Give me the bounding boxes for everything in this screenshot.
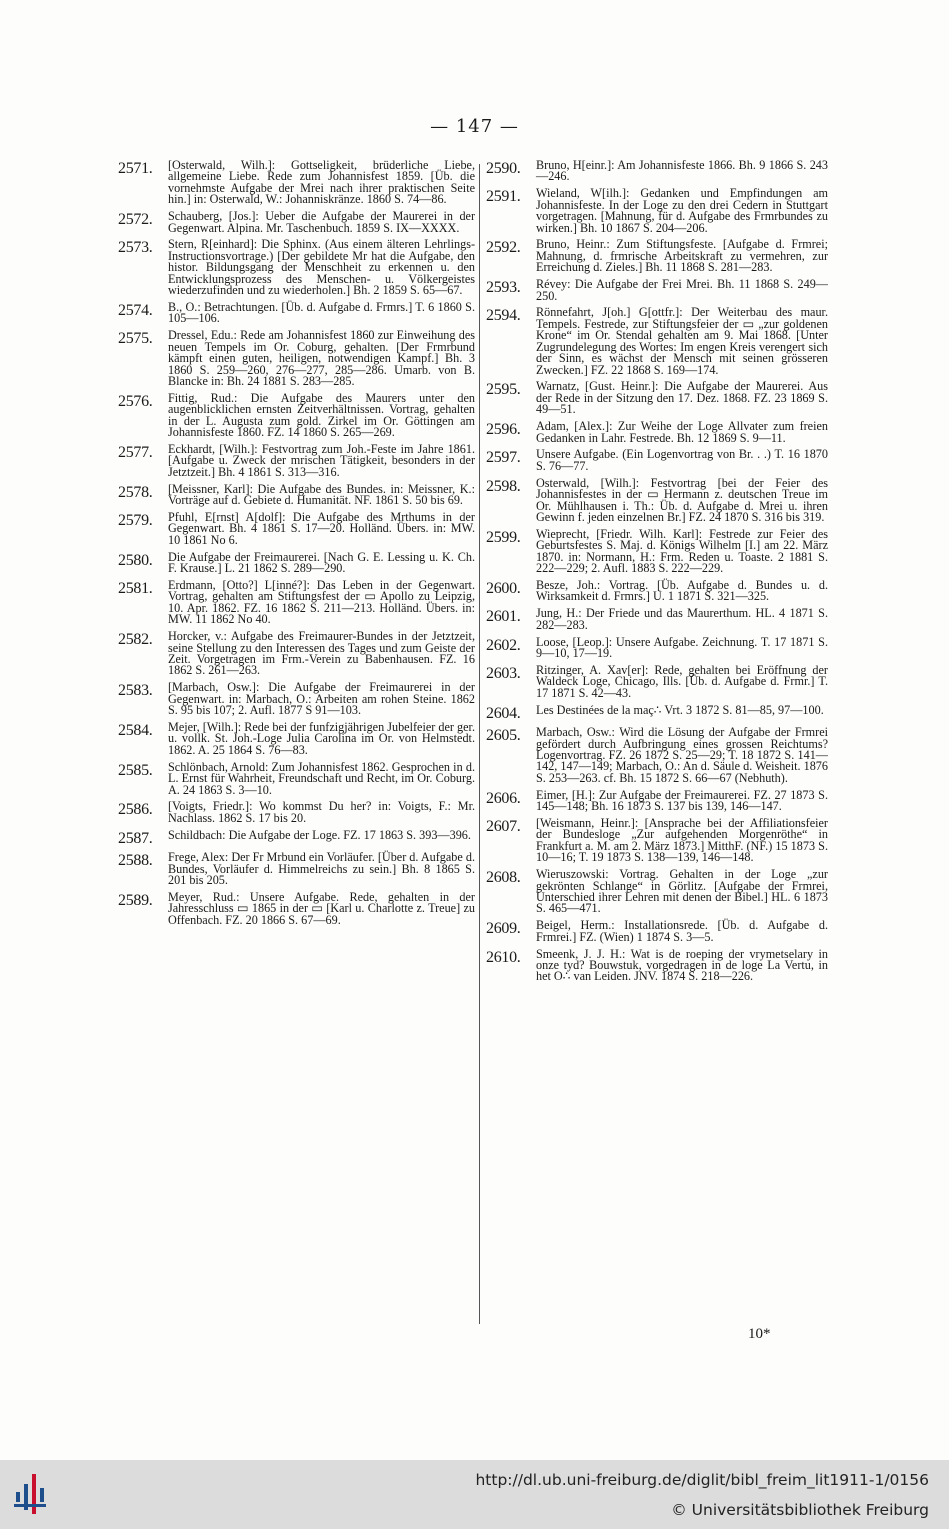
entry-text: Frege, Alex: Der Fr Mrbund ein Vorläufer. [Über d. Aufgabe d. Bundes, Vorläufer d. Himmelreichs zu sein.] Bh. 8 1865 S. 201 bis 205. xyxy=(168,850,475,888)
entry-number: 2585. xyxy=(118,761,153,779)
bibliography-entry xyxy=(486,475,828,524)
entry-text: Schildbach: Die Aufgabe der Loge. FZ. 17 1863 S. 393—396. xyxy=(168,827,471,842)
bibliography-entry xyxy=(118,631,475,677)
entry-text: Unsere Aufgabe. (Ein Logenvortrag von Br. . .) T. 16 1870 S. 76—77. xyxy=(536,447,828,473)
bibliography-entry xyxy=(486,421,828,444)
bibliography-entry xyxy=(486,608,828,631)
entry-number: 2592. xyxy=(486,239,521,257)
entry-text: Ritzinger, A. Xav[er]: Rede, gehalten bei Eröffnung der Waldeck Loge, Chicago, Ills. [Üb. d. Aufgabe d. Frmr.] T. 17 1871 S. 42—43. xyxy=(536,662,828,700)
bibliography-entry xyxy=(486,727,828,784)
entry-text: [Weismann, Heinr.]: [Ansprache bei der Affiliationsfeier der Bundesloge „Zur aufgehenden Morgenröthe“ in Frankfurt a. M. am 2. März 1873.] MitthF. (NF.) 15 1873 S. 10—16; T. 19 1873 S. 138—139, 146—148. xyxy=(536,816,828,865)
bibliography-entry xyxy=(118,481,475,508)
entry-text: [Meissner, Karl]: Die Aufgabe des Bundes. in: Meissner, K.: Vorträge auf d. Gebiete d. Humanität. NF. 1861 S. 50 bis 69. xyxy=(168,481,475,508)
entry-number: 2595. xyxy=(486,381,521,399)
entry-number: 2605. xyxy=(486,727,521,745)
bibliography-entry xyxy=(118,801,475,824)
entry-text: Besze, Joh.: Vortrag. [Üb. Aufgabe d. Bundes u. d. Wirksamkeit d. Frmrs.] U. 1 1871 S. 321—325. xyxy=(536,578,828,604)
entry-number: 2602. xyxy=(486,636,521,654)
entry-number: 2576. xyxy=(118,392,153,410)
entry-number: 2609. xyxy=(486,920,521,938)
copyright-text: © Universitätsbibliothek Freiburg xyxy=(671,1501,929,1519)
bibliography-entry xyxy=(486,381,828,415)
entry-text: Adam, [Alex.]: Zur Weihe der Loge Allvater zum freien Gedanken in Lahr. Festrede. Bh. 12 1869 S. 9—11. xyxy=(536,419,828,445)
entry-text: Eckhardt, [Wilh.]: Festvortrag zum Joh.-Feste im Jahre 1861. [Aufgabe u. Zweck der mrischen Tätigkeit, besonders in der Jetztzeit.] Bh. 4 1861 S. 313—316. xyxy=(168,441,475,479)
bibliography-entry xyxy=(486,239,828,273)
bibliography-entry xyxy=(486,526,828,576)
entry-number: 2579. xyxy=(118,511,153,529)
bibliography-entry xyxy=(486,787,828,814)
entry-text: Horcker, v.: Aufgabe des Freimaurer-Bundes in der Jetztzeit, seine Stellung zu den Interessen des Tages und zum Geiste der Zeit. Vorgetragen im Frm.-Verein zu Babenhausen. FZ. 16 1862 S. 261—263. xyxy=(168,629,475,678)
entry-text: [Voigts, Friedr.]: Wo kommst Du her? in: Voigts, F.: Mr. Nachlass. 1862 S. 17 bis 20. xyxy=(168,799,475,825)
entry-text: Révey: Die Aufgabe der Frei Mrei. Bh. 11 1868 S. 249—250. xyxy=(536,277,828,303)
document-url-link[interactable]: http://dl.ub.uni-freiburg.de/diglit/bibl_freim_lit1911-1/0156 xyxy=(475,1471,929,1489)
right-column xyxy=(486,160,828,988)
entry-number: 2589. xyxy=(118,891,153,909)
entry-text: Pfuhl, E[rnst] A[dolf]: Die Aufgabe des Mrthums in der Gegenwart. Bh. 4 1861 S. 17—20. Holländ. Übers. in: MW. 10 1861 No 6. xyxy=(168,509,475,547)
entry-text: Schlönbach, Arnold: Zum Johannisfest 1862. Gesprochen in d. L. Ernst für Wahrheit, Freundschaft und Recht, im Or. Coburg. A. 24 1863 S. 3—10. xyxy=(168,759,475,797)
entry-number: 2581. xyxy=(118,580,153,597)
bibliography-entry xyxy=(486,634,828,661)
entry-number: 2606. xyxy=(486,789,521,807)
entry-number: 2577. xyxy=(118,443,153,461)
bibliography-entry xyxy=(486,818,828,864)
entry-number: 2596. xyxy=(486,421,521,439)
entry-number: 2593. xyxy=(486,279,521,297)
bibliography-entry xyxy=(486,188,828,234)
bibliography-entry xyxy=(118,549,475,576)
bibliography-entry xyxy=(486,946,828,984)
footer-bar xyxy=(0,1460,949,1529)
entry-number: 2603. xyxy=(486,664,521,682)
entry-number: 2574. xyxy=(118,301,153,319)
bibliography-entry xyxy=(486,160,828,183)
entry-number: 2591. xyxy=(486,188,521,206)
page-number: — 147 — xyxy=(430,116,519,137)
entry-text: Warnatz, [Gust. Heinr.]: Die Aufgabe der Maurerei. Aus der Rede in der Sitzung den 17. Dez. 1868. FZ. 23 1869 S. 49—51. xyxy=(536,379,828,417)
entry-number: 2598. xyxy=(486,477,521,495)
entry-text: Eimer, [H.]: Zur Aufgabe der Freimaurerei. FZ. 27 1873 S. 145—148; Bh. 16 1873 S. 137 bis 139, 146—147. xyxy=(536,787,828,814)
bibliography-entry xyxy=(118,719,475,757)
entry-text: Rönnefahrt, J[oh.] G[ottfr.]: Der Weiterbau des maur. Tempels. Festrede, zur Stiftungsfeier der ▭ „zur goldenen Krone“ im Or. Stendal gehalten am 9. Mai 1868. [Unter Zugrundelegung des Wortes: Im engen Kreis verengert sich der Sinn, es wächst der Mensch mit seinen grösseren Zwecken.] FZ. 22 1868 S. 169—174. xyxy=(536,305,828,377)
bibliography-entry xyxy=(486,920,828,943)
entry-text: Wieland, W[ilh.]: Gedanken und Empfindungen am Johannisfeste. In der Loge zu den drei Cedern in Stuttgart vorgetragen. [Mahnung, für d. Aufgabe des Frmrbundes zu wirken.] Bh. 10 1867 S. 204—206. xyxy=(536,186,828,235)
entry-text: Dressel, Edu.: Rede am Johannisfest 1860 zur Einweihung des neuen Tempels im Or. Coburg, gehalten. [Der Frmrbund kämpft einen guten, heiligen, notwendigen Kampf.] Bh. 3 1860 S. 259—260, 276—277, 285—286. Umarb. von B. Blancke in: Bh. 24 1881 S. 283—285. xyxy=(168,328,475,388)
entry-number: 2583. xyxy=(118,682,153,700)
entry-text: Bruno, Heinr.: Zum Stiftungsfeste. [Aufgabe d. Frmrei; Mahnung, d. frmrische Arbeitskraft zu vermehren, zur Erreichung d. Zieles.] Bh. 11 1868 S. 281—283. xyxy=(536,237,828,275)
entry-text: Erdmann, [Otto?] L[inné?]: Das Leben in der Gegenwart. Vortrag, gehalten am Stiftungsfest der ▭ Apollo zu Leipzig, 10. Apr. 1862. FZ. 16 1862 S. 211—213. Holländ. Übers. in: MW. 11 1862 No 40. xyxy=(168,578,475,627)
entry-number: 2608. xyxy=(486,869,521,887)
bibliography-entry xyxy=(118,211,475,234)
entry-text: Jung, H.: Der Friede und das Maurerthum. HL. 4 1871 S. 282—283. xyxy=(536,606,828,632)
bibliography-entry xyxy=(118,239,475,296)
bibliography-entry xyxy=(118,330,475,387)
ub-freiburg-logo-icon[interactable] xyxy=(14,1470,46,1518)
left-column xyxy=(118,160,475,932)
bibliography-entry xyxy=(486,580,828,603)
entry-number: 2582. xyxy=(118,631,153,649)
entry-text: [Marbach, Osw.]: Die Aufgabe der Freimaurerei in der Gegenwart. in: Marbach, O.: Arbeiten am rohen Steine. 1862 S. 95 bis 107; 2. Aufl. 1877 S 91—103. xyxy=(168,680,475,718)
entry-text: Marbach, Osw.: Wird die Lösung der Aufgabe der Frmrei gefördert durch Aufbringung eines grossen Reichtums? Logenvortrag. FZ. 26 1872 S. 25—29; T. 18 1872 S. 141—142, 147—149; Marbach, O.: An d. Säule d. Weisheit. 1876 S. 253—263. cf. Bh. 15 1872 S. 66—67 (Nebhuth). xyxy=(536,725,828,785)
entry-text: Osterwald, [Wilh.]: Festvortrag [bei der Feier des Johannisfestes in der ▭ Hermann z. deutschen Treue im Or. Mühlhausen i. Th.: Üb. d. Aufgabe d. Mrei u. ihren Gewinn f. jeden einzelnen Br.] FZ. 24 1870 S. 316 bis 319. xyxy=(536,475,828,524)
entry-number: 2586. xyxy=(118,801,153,819)
column-divider xyxy=(479,164,480,1324)
entry-text: Wieprecht, [Friedr. Wilh. Karl]: Festrede zur Feier des Geburtsfestes S. Maj. d. Königs Wilhelm [I.] am 22. März 1870. in: Normann, H.: Frm. Reden u. Toaste. 2 1881 S. 222—229; 2. Aufl. 1883 S. 222—229. xyxy=(536,526,828,576)
bibliography-entry xyxy=(118,889,475,927)
entry-text: Die Aufgabe der Freimaurerei. [Nach G. E. Lessing u. K. Ch. F. Krause.] L. 21 1862 S. 289—290. xyxy=(168,549,475,576)
entry-text: Wieruszowski: Vortrag. Gehalten in der Loge „zur gekrönten Schlange“ in Görlitz. [Aufgabe der Frmrei, Unterschied ihrer Lehren mit denen der Bibel.] HL. 6 1873 S. 465—471. xyxy=(536,867,828,916)
bibliography-entry xyxy=(118,580,475,626)
entry-text: [Osterwald, Wilh.]: Gottseligkeit, brüderliche Liebe, allgemeine Liebe. Rede zum Johannisfest 1859. [Üb. die vornehmste Aufgabe der Mrei nach ihrer praktischen Seite hin.] in: Osterwald, W.: Johanniskränze. 1860 S. 74—86. xyxy=(168,158,475,207)
entry-text: B., O.: Betrachtungen. [Üb. d. Aufgabe d. Frmrs.] T. 6 1860 S. 105—106. xyxy=(168,299,475,326)
entry-number: 2607. xyxy=(486,818,521,835)
entry-text: Fittig, Rud.: Die Aufgabe des Maurers unter den augenblicklichen ernsten Zeitverhältnissen. Vortrag, gehalten in der L. Augusta zum gold. Zirkel im Or. Göttingen am Johannisfeste 1860. FZ. 14 1860 S. 265—269. xyxy=(168,390,475,440)
bibliography-entry xyxy=(118,299,475,326)
bibliography-entry xyxy=(118,509,475,547)
bibliography-entry xyxy=(486,279,828,302)
bibliography-entry xyxy=(486,449,828,472)
entry-number: 2587. xyxy=(118,829,153,847)
entry-text: Bruno, H[einr.]: Am Johannisfeste 1866. Bh. 9 1866 S. 243—246. xyxy=(536,158,828,184)
entry-number: 2571. xyxy=(118,160,153,177)
entry-text: Mejer, [Wilh.]: Rede bei der funfzigjährigen Jubelfeier der ger. u. vollk. St. Joh.-Loge Julia Carolina im Or. von Helmstedt. 1862. A. 25 1864 S. 76—83. xyxy=(168,719,475,757)
entry-text: Loose, [Leop.]: Unsere Aufgabe. Zeichnung. T. 17 1871 S. 9—10, 17—19. xyxy=(536,634,828,661)
entry-number: 2578. xyxy=(118,483,153,501)
entry-text: Les Destinées de la maç∴ Vrt. 3 1872 S. 81—85, 97—100. xyxy=(536,702,824,717)
bibliography-entry xyxy=(118,160,475,206)
bibliography-entry xyxy=(118,390,475,440)
entry-number: 2572. xyxy=(118,211,153,229)
entry-text: Meyer, Rud.: Unsere Aufgabe. Rede, gehalten in der Jahresschluss ▭ 1865 in der ▭ [Karl u. Charlotte z. Treue] zu Offenbach. FZ. 20 1866 S. 67—69. xyxy=(168,889,475,927)
bibliography-entry xyxy=(486,869,828,915)
entry-text: Smeenk, J. J. H.: Wat is de roeping der vrymetselary in onze tyd? Bouwstuk, vorgedragen in de loge La Vertu, in het O∴ van Leiden. JNV. 1874 S. 218—226. xyxy=(536,946,828,984)
entry-number: 2575. xyxy=(118,330,153,348)
bibliography-entry xyxy=(486,662,828,700)
entry-number: 2597. xyxy=(486,449,521,467)
entry-number: 2600. xyxy=(486,580,521,597)
entry-number: 2584. xyxy=(118,721,153,739)
entry-number: 2588. xyxy=(118,852,153,870)
bibliography-entry xyxy=(486,307,828,375)
signature-mark: 10* xyxy=(748,1326,771,1342)
bibliography-entry xyxy=(118,852,475,886)
entry-number: 2594. xyxy=(486,307,521,325)
bibliography-entry xyxy=(486,702,828,722)
entry-number: 2580. xyxy=(118,551,153,569)
entry-number: 2601. xyxy=(486,608,521,626)
entry-number: 2610. xyxy=(486,948,521,966)
bibliography-entry xyxy=(118,827,475,847)
bibliography-entry xyxy=(118,441,475,479)
bibliography-entry xyxy=(118,759,475,797)
entry-text: Schauberg, [Jos.]: Ueber die Aufgabe der Maurerei in der Gegenwart. Alpina. Mr. Taschenbuch. 1859 S. IX—XXXX. xyxy=(168,209,475,235)
entry-number: 2590. xyxy=(486,160,521,177)
bibliography-entry xyxy=(118,682,475,716)
entry-number: 2599. xyxy=(486,528,521,546)
entry-number: 2573. xyxy=(118,239,153,257)
entry-number: 2604. xyxy=(486,704,521,722)
entry-text: Beigel, Herm.: Installationsrede. [Üb. d. Aufgabe d. Frmrei.] FZ. (Wien) 1 1874 S. 3—5. xyxy=(536,918,828,944)
entry-text: Stern, R[einhard]: Die Sphinx. (Aus einem älteren Lehrlings-Instructionsvortrage.) [Der gebildete Mr hat die Aufgabe, den histor. Bildungsgang der Menschheit zu erkennen u. den Entwicklungsprozess des Menschen- u. Völkergeistes wiederzufinden und zu wiederholen.] Bh. 2 1859 S. 65—67. xyxy=(168,237,475,298)
